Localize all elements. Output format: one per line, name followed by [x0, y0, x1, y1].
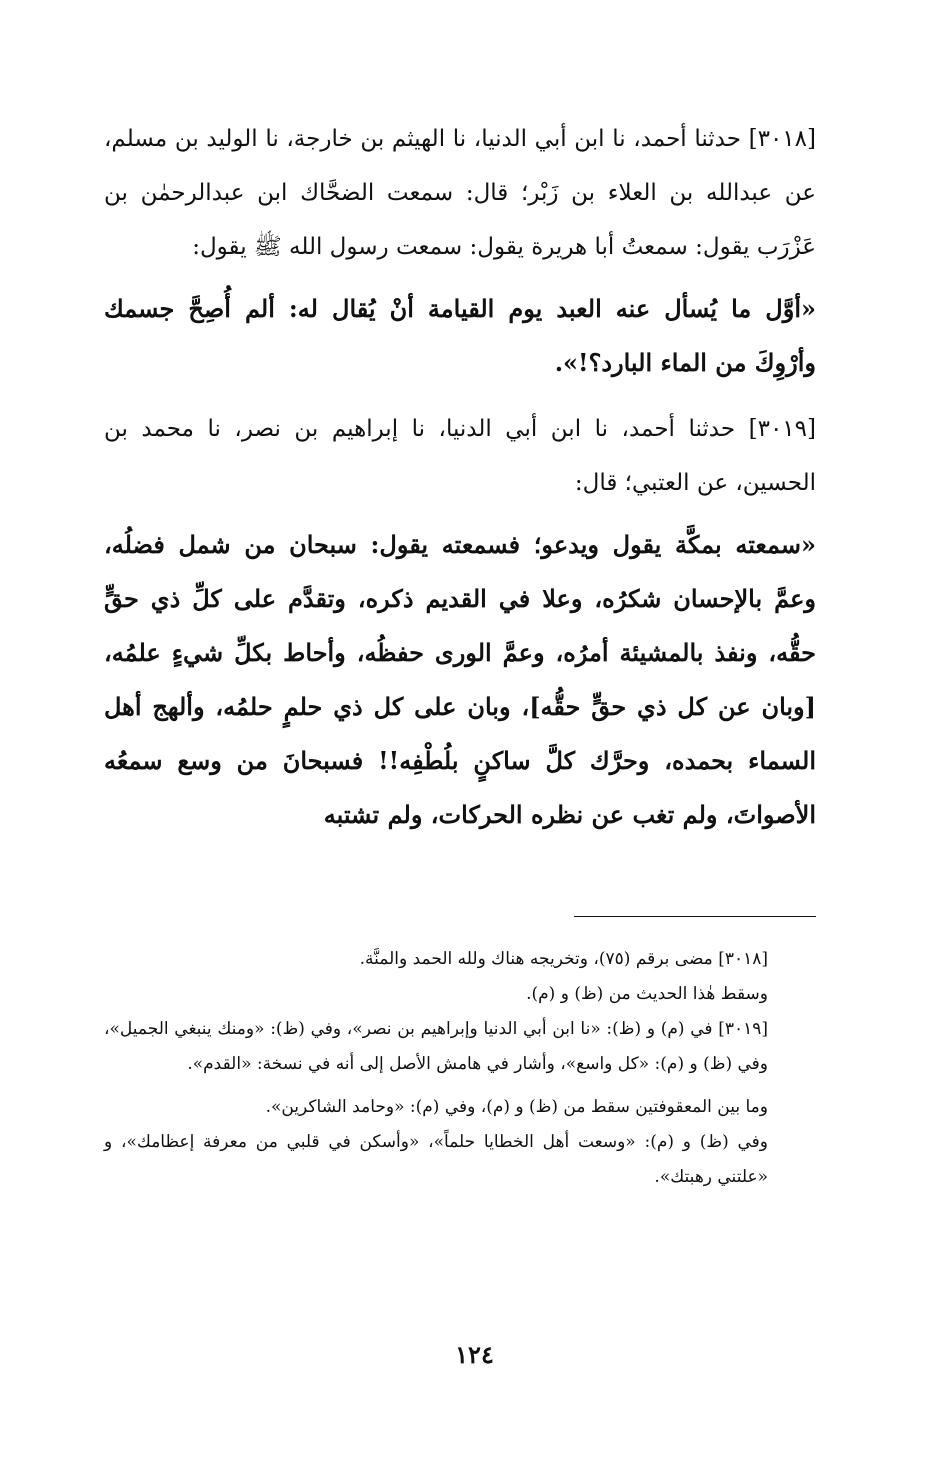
footnote-3018: [٣٠١٨] مضى برقم (٧٥)، وتخريجه هناك ولله الحمد والمنَّة. [359, 949, 768, 969]
spacer [104, 510, 816, 518]
spacer [104, 390, 816, 402]
main-text [104, 112, 816, 842]
footnote-3018-note: وسقط هٰذا الحديث من (ظ) و (م). [526, 984, 768, 1004]
footnote-3019: [٣٠١٩] في (م) و (ظ): «نا ابن أبي الدنيا وإبراهيم بن نصر»، وفي (ظ): «ومنك ينبغي الجميل»، وفي (ظ) و (م): «كل واسع»، وأشار في هامش الأصل إلى أنه في نسخة: «القدم». [104, 1019, 768, 1074]
spacer [104, 1082, 816, 1090]
footnote-3019-variants: وفي (ظ) و (م): «وسعت أهل الخطايا حلماً»، «وأسكن في قلبي من معرفة إعظامك»، و «علتني رهبتك». [104, 1132, 768, 1187]
spacer [104, 274, 816, 282]
hadith-3018-isnad: [٣٠١٨] حدثنا أحمد، نا ابن أبي الدنيا، نا الهيثم بن خارجة، نا الوليد بن مسلم، عن عبدالله بن العلاء بن زَبْر؛ قال: سمعت الضحَّاك ابن عبدالرحمٰن بن عَزْرَب يقول: سمعتُ أبا هريرة يقول: سمعت رسول الله ﷺ يقول: [104, 126, 816, 260]
footnotes [104, 942, 816, 1195]
hadith-3019-matn: «سمعته بمكَّة يقول ويدعو؛ فسمعته يقول: سبحان من شمل فضلُه، وعمَّ بالإحسان شكرُه، وعلا في القديم ذكره، وتقدَّم على كلِّ ذي حقٍّ حقُّه، ونفذ بالمشيئة أمرُه، وعمَّ الورى حفظُه، وأحاط بكلِّ شيءٍ علمُه، [وبان عن كل ذي حقٍّ حقُّه]، وبان على كل ذي حلمٍ حلمُه، وألهج أهل السماء بحمده، وحرَّك كلَّ ساكنٍ بلُطْفِه!! فسبحانَ من وسع سمعُه الأصواتَ، ولم تغب عن نظره الحركات، ولم تشتبه [104, 530, 816, 829]
footnote-divider [574, 916, 816, 917]
hadith-3018-matn: «أوَّل ما يُسأل عنه العبد يوم القيامة أنْ يُقال له: ألم أُصِحَّ جسمك وأرْوِكَ من الماء البارد؟!». [104, 294, 816, 377]
hadith-3019-isnad: [٣٠١٩] حدثنا أحمد، نا ابن أبي الدنيا، نا إبراهيم بن نصر، نا محمد بن الحسين، عن العتبي؛ قال: [104, 416, 816, 496]
footnote-3019-brackets: وما بين المعقوفتين سقط من (ظ) و (م)، وفي (م): «وحامد الشاكرين». [265, 1097, 768, 1117]
page-number: ١٢٤ [455, 1340, 494, 1369]
